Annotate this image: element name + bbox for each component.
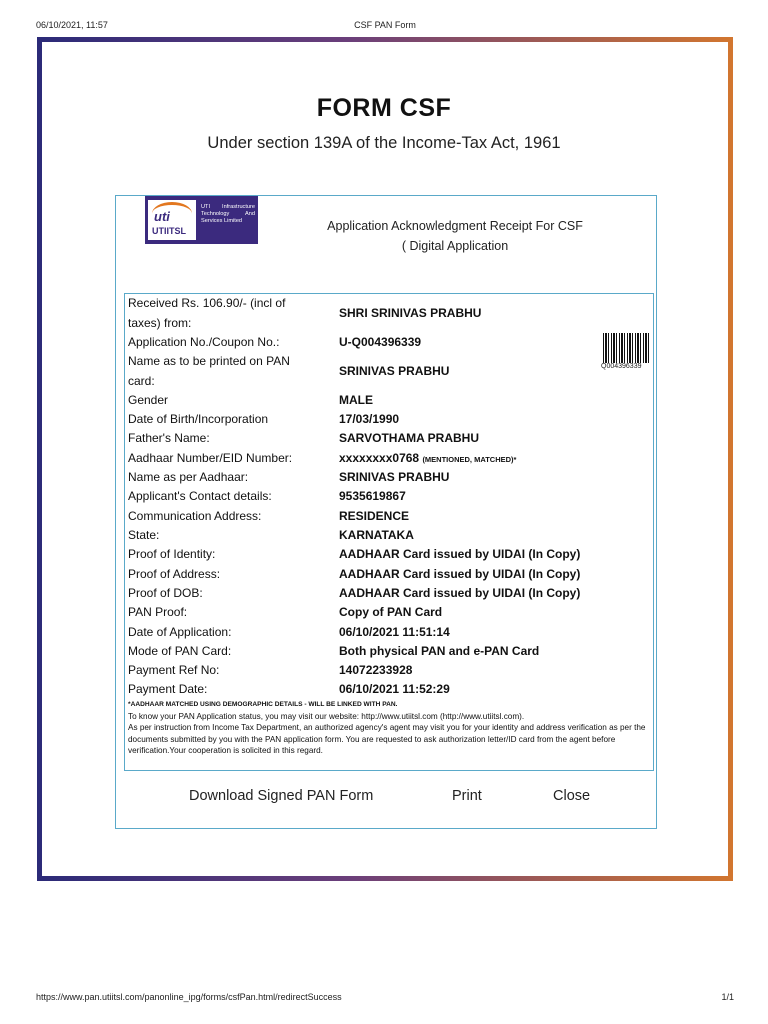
pan-proof-value: Copy of PAN Card <box>339 605 443 619</box>
barcode-number: Q004396339 <box>601 363 642 370</box>
comm-address-value: RESIDENCE <box>339 509 410 523</box>
barcode-icon <box>603 333 651 363</box>
utiitsl-logo <box>145 196 258 244</box>
proof-dob-value: AADHAAR Card issued by UIDAI (In Copy) <box>339 586 581 600</box>
application-date-value: 06/10/2021 11:51:14 <box>339 625 450 639</box>
logo-name: UTIITSL <box>152 226 186 236</box>
print-page-title: CSF PAN Form <box>354 20 416 30</box>
verification-note: As per instruction from Income Tax Department, an authorized agency's agent may visit you for your identity and address verification as per the documents submitted by you with the PAN application form. You are requested to ask authorization letter/ID card from the agent before verification.Your cooperation is solicited in this regard. <box>128 723 646 756</box>
aadhaar-number: xxxxxxxx0768 <box>339 451 420 465</box>
proof-address-label: Proof of Address: <box>128 567 221 581</box>
receipt-title <box>258 216 652 256</box>
status-note: To know your PAN Application status, you may visit our website: http://www.utiitsl.com (http://www.utiitsl.com). <box>128 711 525 721</box>
logo-badge <box>148 200 196 240</box>
received-label-line1: Received Rs. 106.90/- (incl of <box>128 296 286 310</box>
application-no-label: Application No./Coupon No.: <box>128 335 280 349</box>
received-value: SHRI SRINIVAS PRABHU <box>339 306 482 320</box>
receipt-title-line1: Application Acknowledgment Receipt For CSF <box>327 219 583 233</box>
print-url: https://www.pan.utiitsl.com/panonline_ipg/forms/csfPan.html/redirectSuccess <box>36 992 342 1002</box>
payment-ref-value: 14072233928 <box>339 663 413 677</box>
aadhaar-status-note: (MENTIONED, MATCHED)* <box>422 455 517 464</box>
payment-date-label: Payment Date: <box>128 682 208 696</box>
aadhaar-label: Aadhaar Number/EID Number: <box>128 451 293 465</box>
payment-ref-label: Payment Ref No: <box>128 663 220 677</box>
name-pan-label-line1: Name as to be printed on PAN <box>128 354 290 368</box>
contact-value: 9535619867 <box>339 489 406 503</box>
name-pan-label <box>128 352 328 391</box>
notes-section <box>128 699 650 757</box>
name-pan-label-line2: card: <box>128 373 155 388</box>
state-value: KARNATAKA <box>339 528 414 542</box>
dob-value: 17/03/1990 <box>339 412 400 426</box>
payment-date-value: 06/10/2021 11:52:29 <box>339 682 450 696</box>
print-page-number: 1/1 <box>721 992 734 1002</box>
download-signed-pan-button[interactable]: Download Signed PAN Form <box>189 788 374 804</box>
form-title: FORM CSF <box>316 94 452 122</box>
contact-label: Applicant's Contact details: <box>128 489 272 503</box>
logo-short: uti <box>154 209 170 224</box>
form-subtitle: Under section 139A of the Income-Tax Act, 1961 <box>207 134 561 152</box>
proof-dob-label: Proof of DOB: <box>128 586 203 600</box>
print-datetime: 06/10/2021, 11:57 <box>36 20 108 30</box>
proof-address-value: AADHAAR Card issued by UIDAI (In Copy) <box>339 567 581 581</box>
receipt-title-line2: ( Digital Application <box>401 239 509 253</box>
aadhaar-name-label: Name as per Aadhaar: <box>128 470 249 484</box>
received-label <box>128 294 328 333</box>
pan-mode-value: Both physical PAN and e-PAN Card <box>339 644 540 658</box>
logo-company-text: UTI Infrastructure Technology And Services Limited <box>201 204 255 224</box>
pan-mode-label: Mode of PAN Card: <box>128 644 232 658</box>
received-label-line2: taxes) from: <box>128 315 192 330</box>
gender-label: Gender <box>128 393 169 407</box>
proof-identity-label: Proof of Identity: <box>128 547 216 561</box>
state-label: State: <box>128 528 160 542</box>
proof-identity-value: AADHAAR Card issued by UIDAI (In Copy) <box>339 547 581 561</box>
name-pan-value: SRINIVAS PRABHU <box>339 364 450 378</box>
aadhaar-name-value: SRINIVAS PRABHU <box>339 470 450 484</box>
comm-address-label: Communication Address: <box>128 509 262 523</box>
aadhaar-match-note: *AADHAAR MATCHED USING DEMOGRAPHIC DETAILS - WILL BE LINKED WITH PAN. <box>128 701 398 708</box>
father-value: SARVOTHAMA PRABHU <box>339 431 480 445</box>
close-button[interactable]: Close <box>553 788 591 804</box>
pan-proof-label: PAN Proof: <box>128 605 188 619</box>
gender-value: MALE <box>339 393 373 407</box>
aadhaar-value <box>339 449 516 470</box>
application-no-value: U-Q004396339 <box>339 335 422 349</box>
application-date-label: Date of Application: <box>128 625 232 639</box>
father-label: Father's Name: <box>128 431 210 445</box>
print-button[interactable]: Print <box>452 788 482 804</box>
dob-label: Date of Birth/Incorporation <box>128 412 269 426</box>
